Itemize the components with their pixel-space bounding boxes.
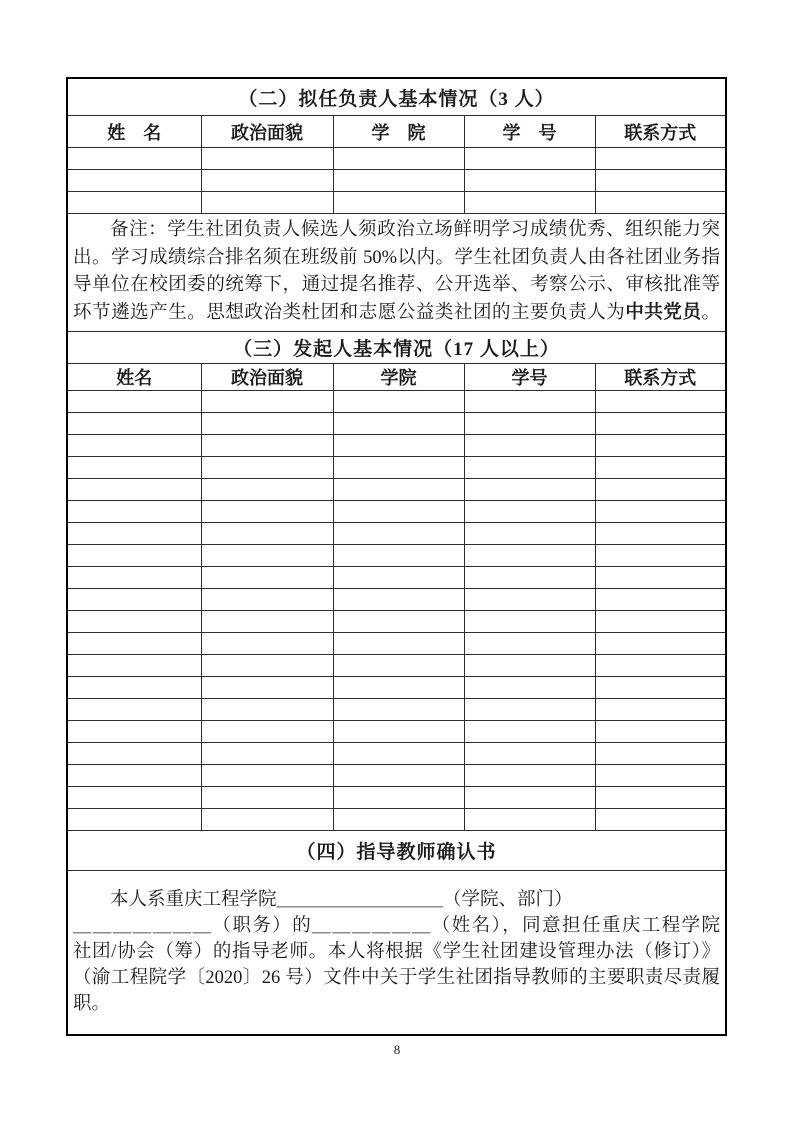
bold-text-segment: 中共党员	[625, 302, 702, 323]
empty-cell	[67, 567, 201, 589]
empty-cell	[464, 501, 595, 523]
table-row	[67, 170, 726, 192]
empty-cell	[464, 633, 595, 655]
table-row	[67, 677, 726, 699]
empty-cell	[201, 567, 333, 589]
empty-cell	[333, 435, 464, 457]
table-row	[67, 871, 726, 1036]
empty-cell	[201, 170, 333, 192]
empty-cell	[595, 633, 726, 655]
empty-cell	[464, 721, 595, 743]
empty-cell	[333, 809, 464, 831]
text-segment: 。	[701, 302, 721, 323]
confirmation-line	[73, 887, 720, 913]
note-line	[73, 245, 720, 273]
section3-rows-block	[67, 391, 726, 831]
empty-cell	[201, 787, 333, 809]
table-row	[67, 721, 726, 743]
empty-cell	[333, 501, 464, 523]
empty-cell	[464, 611, 595, 633]
empty-cell	[333, 743, 464, 765]
empty-cell	[464, 809, 595, 831]
form-sheet	[66, 77, 725, 1036]
empty-cell	[201, 192, 333, 214]
column-header: 政治面貌	[201, 364, 333, 391]
text-segment: 社团/协会（筹）的指导老师。本人将根据《学生社团建设管理办法（修订）》	[73, 942, 721, 962]
empty-cell	[201, 391, 333, 413]
empty-cell	[595, 479, 726, 501]
empty-cell	[333, 545, 464, 567]
empty-cell	[67, 545, 201, 567]
empty-cell	[595, 523, 726, 545]
table-row	[67, 479, 726, 501]
column-header: 学 号	[464, 116, 595, 148]
text-segment: ＿＿＿＿＿＿＿（职务）的＿＿＿＿＿＿（姓名），同意担任重庆工程学院	[73, 916, 721, 936]
empty-cell	[464, 435, 595, 457]
empty-cell	[67, 501, 201, 523]
empty-cell	[464, 787, 595, 809]
confirmation-line	[73, 965, 720, 991]
empty-cell	[464, 655, 595, 677]
empty-cell	[67, 589, 201, 611]
column-header: 学号	[464, 364, 595, 391]
note-line	[73, 217, 720, 245]
table-row	[67, 435, 726, 457]
page-number: 8	[393, 1042, 401, 1057]
empty-cell	[333, 765, 464, 787]
table-row	[67, 831, 726, 871]
empty-cell	[595, 545, 726, 567]
note-text	[73, 217, 720, 327]
section3-header-block	[67, 364, 726, 391]
empty-cell	[333, 391, 464, 413]
empty-cell	[67, 457, 201, 479]
empty-cell	[201, 413, 333, 435]
empty-cell	[67, 765, 201, 787]
empty-cell	[464, 148, 595, 170]
table-row	[67, 589, 726, 611]
section4-title: （四）指导教师确认书	[67, 831, 726, 871]
text-segment: 环节遴选产生。思想政治类杜团和志愿公益类社团的主要负责人为	[73, 302, 626, 323]
empty-cell	[464, 567, 595, 589]
header-row	[67, 116, 726, 148]
empty-cell	[67, 479, 201, 501]
empty-cell	[201, 655, 333, 677]
empty-cell	[201, 677, 333, 699]
text-segment: 本人系重庆工程学院＿＿＿＿＿＿＿＿＿（学院、部门）	[110, 890, 573, 910]
empty-cell	[595, 611, 726, 633]
empty-cell	[67, 611, 201, 633]
table-row	[67, 787, 726, 809]
section3-title-block	[67, 332, 726, 364]
empty-cell	[595, 765, 726, 787]
empty-cell	[333, 721, 464, 743]
empty-cell	[595, 743, 726, 765]
empty-cell	[595, 148, 726, 170]
empty-cell	[201, 743, 333, 765]
confirmation-line	[73, 991, 720, 1017]
table-row	[67, 545, 726, 567]
empty-cell	[595, 501, 726, 523]
empty-cell	[201, 699, 333, 721]
text-segment: 备注：学生社团负责人候选人须政治立场鲜明学习成绩优秀、组织能力突	[110, 220, 721, 240]
empty-cell	[333, 523, 464, 545]
table-row	[67, 332, 726, 364]
empty-cell	[201, 721, 333, 743]
text-segment: （渝工程院学〔2020〕26 号）文件中关于学生社团指导教师的主要职责尽责履	[73, 968, 721, 988]
application-form-table	[66, 77, 727, 1036]
column-header: 学 院	[333, 116, 464, 148]
table-row	[67, 192, 726, 214]
confirmation-line	[73, 939, 720, 965]
table-row	[67, 809, 726, 831]
empty-cell	[595, 170, 726, 192]
empty-cell	[333, 567, 464, 589]
empty-cell	[333, 699, 464, 721]
empty-cell	[595, 567, 726, 589]
note-line	[73, 300, 720, 328]
empty-cell	[595, 457, 726, 479]
table-row	[67, 655, 726, 677]
empty-cell	[595, 391, 726, 413]
empty-cell	[595, 589, 726, 611]
empty-cell	[464, 170, 595, 192]
empty-cell	[67, 655, 201, 677]
empty-cell	[67, 413, 201, 435]
empty-cell	[595, 699, 726, 721]
note-cell	[67, 214, 726, 332]
empty-cell	[67, 743, 201, 765]
empty-cell	[464, 391, 595, 413]
table-row	[67, 501, 726, 523]
empty-cell	[333, 787, 464, 809]
empty-cell	[333, 457, 464, 479]
empty-cell	[464, 677, 595, 699]
empty-cell	[201, 589, 333, 611]
empty-cell	[464, 589, 595, 611]
confirmation-text	[73, 887, 720, 1017]
column-header: 姓名	[67, 364, 201, 391]
empty-cell	[464, 413, 595, 435]
confirmation-cell	[67, 871, 726, 1036]
empty-cell	[201, 545, 333, 567]
empty-cell	[333, 611, 464, 633]
empty-cell	[464, 192, 595, 214]
column-header: 姓 名	[67, 116, 201, 148]
section4-title-block	[67, 831, 726, 871]
empty-cell	[201, 765, 333, 787]
section3-title: （三）发起人基本情况（17 人以上）	[67, 332, 726, 364]
empty-cell	[67, 721, 201, 743]
column-header: 联系方式	[595, 364, 726, 391]
empty-cell	[201, 457, 333, 479]
empty-cell	[201, 809, 333, 831]
table-row	[67, 523, 726, 545]
table-row	[67, 633, 726, 655]
empty-cell	[67, 677, 201, 699]
empty-cell	[333, 192, 464, 214]
empty-cell	[595, 192, 726, 214]
empty-cell	[67, 633, 201, 655]
header-row	[67, 364, 726, 391]
empty-cell	[333, 148, 464, 170]
empty-cell	[67, 809, 201, 831]
empty-cell	[333, 677, 464, 699]
empty-cell	[67, 391, 201, 413]
empty-cell	[464, 479, 595, 501]
column-header: 政治面貌	[201, 116, 333, 148]
empty-cell	[201, 435, 333, 457]
empty-cell	[464, 765, 595, 787]
note-block	[67, 214, 726, 332]
text-segment: 导单位在校团委的统筹下，通过提名推荐、公开选举、考察公示、审核批准等	[73, 275, 721, 296]
table-row	[67, 148, 726, 170]
empty-cell	[67, 699, 201, 721]
empty-cell	[333, 479, 464, 501]
empty-cell	[464, 545, 595, 567]
empty-cell	[595, 787, 726, 809]
empty-cell	[464, 699, 595, 721]
empty-cell	[333, 589, 464, 611]
note-line	[73, 272, 720, 300]
empty-cell	[595, 721, 726, 743]
empty-cell	[67, 435, 201, 457]
table-row	[67, 611, 726, 633]
empty-cell	[595, 435, 726, 457]
empty-cell	[595, 677, 726, 699]
empty-cell	[333, 413, 464, 435]
empty-cell	[201, 523, 333, 545]
empty-cell	[67, 787, 201, 809]
empty-cell	[67, 192, 201, 214]
column-header: 学院	[333, 364, 464, 391]
table-row	[67, 743, 726, 765]
section2-header-block	[67, 116, 726, 148]
empty-cell	[464, 523, 595, 545]
section2-title: （二）拟任负责人基本情况（3 人）	[67, 78, 726, 116]
empty-cell	[201, 501, 333, 523]
column-header: 联系方式	[595, 116, 726, 148]
empty-cell	[464, 457, 595, 479]
empty-cell	[201, 633, 333, 655]
section4-body-block	[67, 871, 726, 1036]
empty-cell	[464, 743, 595, 765]
table-row	[67, 567, 726, 589]
empty-cell	[67, 170, 201, 192]
empty-cell	[201, 611, 333, 633]
table-row	[67, 78, 726, 116]
table-row	[67, 214, 726, 332]
table-row	[67, 765, 726, 787]
table-row	[67, 413, 726, 435]
empty-cell	[595, 809, 726, 831]
empty-cell	[595, 413, 726, 435]
section2-rows-block	[67, 148, 726, 214]
empty-cell	[67, 523, 201, 545]
text-segment: 出。学习成绩综合排名须在班级前 50%以内。学生社团负责人由各社团业务指	[73, 247, 721, 268]
empty-cell	[333, 633, 464, 655]
table-row	[67, 699, 726, 721]
empty-cell	[333, 655, 464, 677]
confirmation-line	[73, 913, 720, 939]
section2-title-block	[67, 78, 726, 116]
empty-cell	[201, 479, 333, 501]
text-segment: 职。	[73, 994, 111, 1014]
table-row	[67, 457, 726, 479]
empty-cell	[333, 170, 464, 192]
table-row	[67, 391, 726, 413]
empty-cell	[201, 148, 333, 170]
empty-cell	[595, 655, 726, 677]
empty-cell	[67, 148, 201, 170]
